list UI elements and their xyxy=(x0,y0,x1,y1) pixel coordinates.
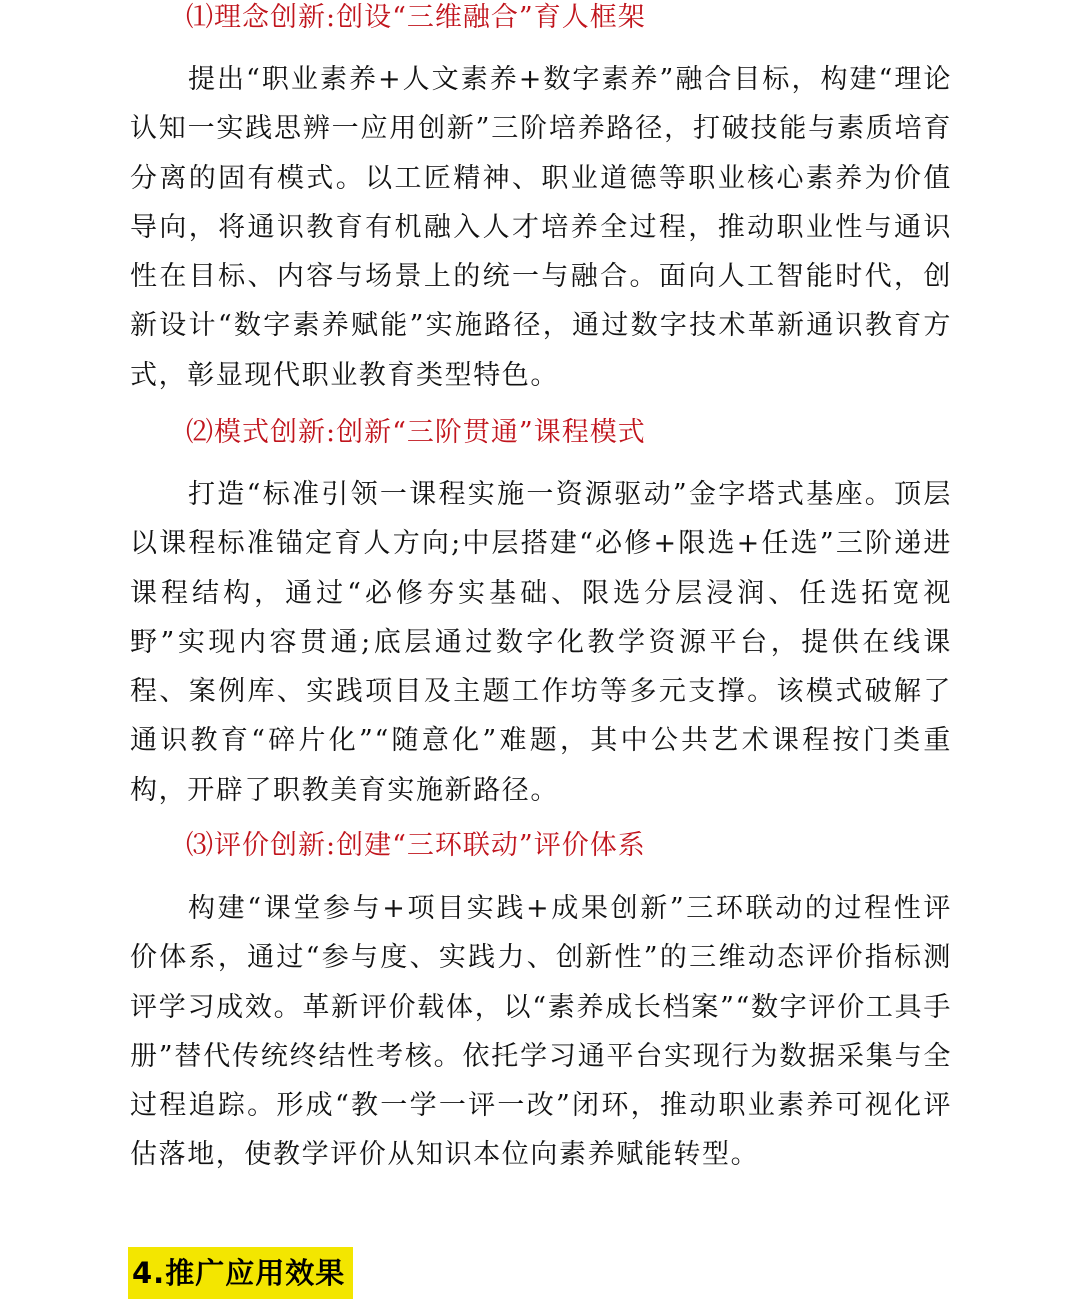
paragraph-model-innovation: 打造“标准引领一课程实施一资源驱动”金字塔式基座。顶层以课程标准锚定育人方向;中层搭建“必修+限选+任选”三阶递进课程结构，通过“必修夯实基础、限选分层浸润、任选拓宽视野”实现内容贯通;底层通过数字化教学资源平台，提供在线课程、案例库、实践项目及主题工作坊等多元支撑。该模式破解了通识教育“碎片化”“随意化”难题，其中公共艺术课程按门类重构，开辟了职教美育实施新路径。 xyxy=(130,479,952,806)
paragraph-evaluation-innovation: 构建“课堂参与+项目实践+成果创新”三环联动的过程性评价体系，通过“参与度、实践力、创新性”的三维动态评价指标测评学习成效。革新评价载体，以“素养成长档案”“数字评价工具手册”替代传统终结性考核。依托学习通平台实现行为数据采集与全过程追踪。形成“教一学一评一改”闭环，推动职业素养可视化评估落地，使教学评价从知识本位向素养赋能转型。 xyxy=(130,893,952,1171)
section-heading-promotion-effect: 4.推广应用效果 xyxy=(128,1247,353,1299)
subheading-model-innovation: ⑵模式创新:创新“三阶贯通”课程模式 xyxy=(186,417,646,448)
paragraph-concept-innovation: 提出“职业素养+人文素养+数字素养”融合目标，构建“理论认知一实践思辨一应用创新”三阶培养路径，打破技能与素质培育分离的固有模式。以工匠精神、职业道德等职业核心素养为价值导向，将通识教育有机融入人才培养全过程，推动职业性与通识性在目标、内容与场景上的统一与融合。面向人工智能时代，创新设计“数字素养赋能”实施路径，通过数字技术革新通识教育方式，彰显现代职业教育类型特色。 xyxy=(130,64,952,391)
subheading-evaluation-innovation: ⑶评价创新:创建“三环联动”评价体系 xyxy=(186,830,646,861)
subheading-concept-innovation: ⑴理念创新:创设“三维融合”育人框架 xyxy=(186,2,646,33)
